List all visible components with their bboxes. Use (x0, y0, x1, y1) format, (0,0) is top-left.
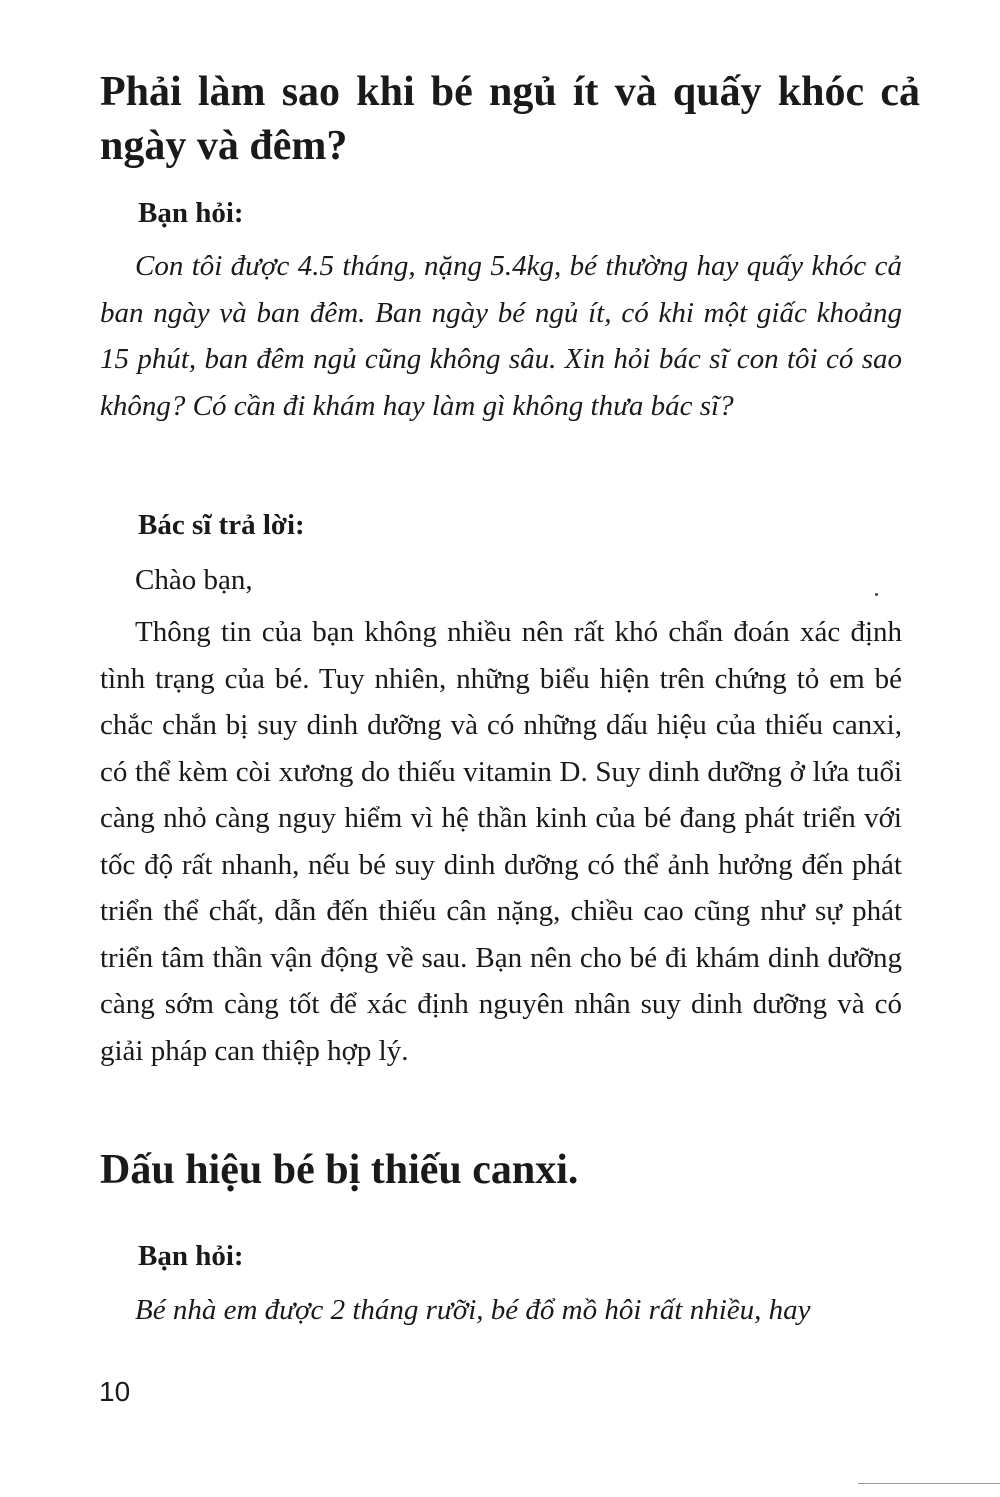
question-label: Bạn hỏi: (138, 1240, 244, 1272)
answer-text: Thông tin của bạn không nhiều nên rất khó chẩn đoán xác định tình trạng của bé. Tuy nhiên, những biểu hiện trên chứng tỏ em bé chắc chắn bị suy dinh dưỡng và có những dấu hiệu của thiếu canxi, có thể kèm còi xương do thiếu vitamin D. Suy dinh dưỡng ở lứa tuổi càng nhỏ càng nguy hiểm vì hệ thần kinh của bé đang phát triển với tốc độ rất nhanh, nếu bé suy dinh dưỡng có thể ảnh hưởng đến phát triển thể chất, dẫn đến thiếu cân nặng, chiều cao cũng như sự phát triển tâm thần vận động về sau. Bạn nên cho bé đi khám dinh dưỡng càng sớm càng tốt để xác định nguyên nhân suy dinh dưỡng và có giải pháp can thiệp hợp lý. (100, 616, 902, 1067)
question-text: Con tôi được 4.5 tháng, nặng 5.4kg, bé thường hay quấy khóc cả ban ngày và ban đêm. Ban ngày bé ngủ ít, có khi một giấc khoảng 15 phút, ban đêm ngủ cũng không sâu. Xin hỏi bác sĩ con tôi có sao không? Có cần đi khám hay làm gì không thưa bác sĩ? (100, 250, 902, 422)
article-title: Dấu hiệu bé bị thiếu canxi. (100, 1147, 579, 1193)
page-number: 10 (99, 1376, 131, 1407)
article-title: Phải làm sao khi bé ngủ ít và quấy khóc cả ngày và đêm? (100, 69, 920, 169)
question-text: Bé nhà em được 2 tháng rưỡi, bé đổ mồ hôi rất nhiều, hay (135, 1294, 811, 1326)
answer-label: Bác sĩ trả lời: (138, 509, 305, 541)
question-label: Bạn hỏi: (138, 197, 244, 229)
answer-greeting: Chào bạn, (135, 564, 253, 596)
footer-rule (858, 1483, 1000, 1484)
print-speck (875, 593, 878, 596)
